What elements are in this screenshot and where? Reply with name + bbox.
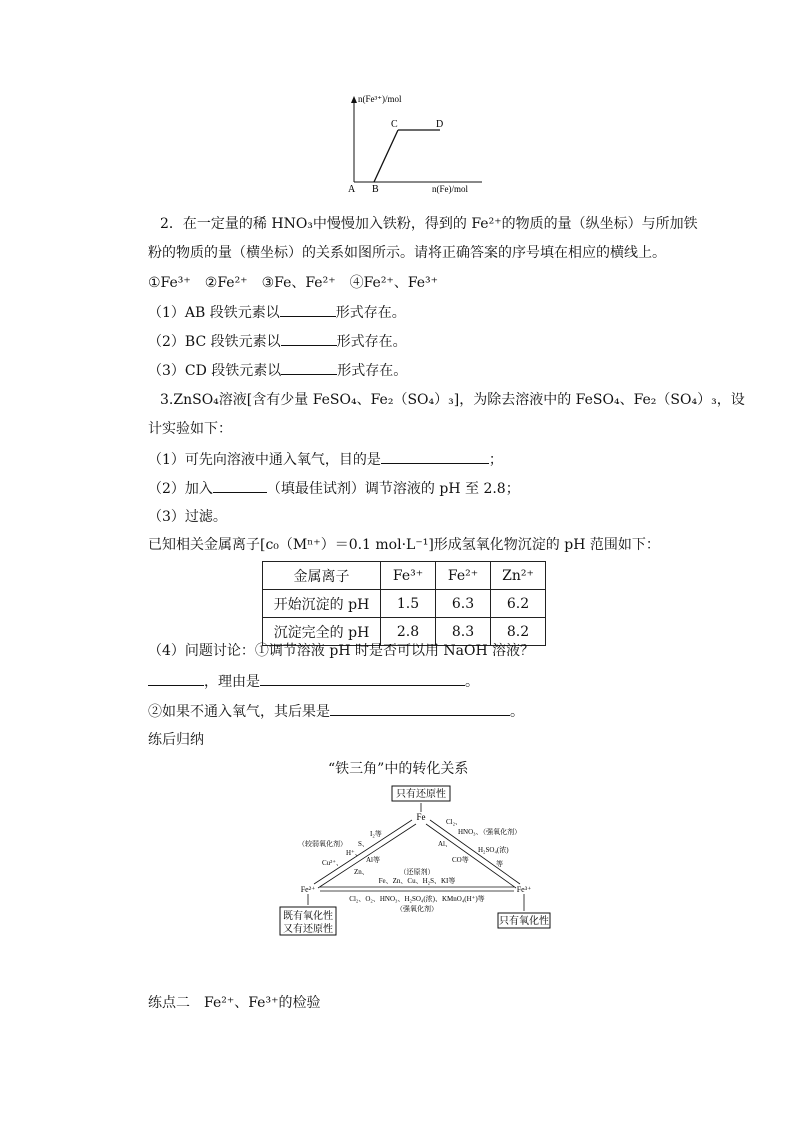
q3-s2-post: （填最佳试剂）调节溶液的 pH 至 2.8；	[266, 481, 520, 497]
table-header-cell: 金属离子	[263, 562, 381, 590]
q2-options: ①Fe³⁺ ②Fe²⁺ ③Fe、Fe²⁺ ④Fe²⁺、Fe³⁺	[148, 275, 439, 291]
q3-s1	[148, 449, 503, 470]
q2-sub1-post: 形式存在。	[335, 305, 406, 321]
q3-line1: 3.ZnSO₄溶液[含有少量 FeSO₄、Fe₂（SO₄）₃]，为除去溶液中的 FeSO₄、Fe₂（SO₄）₃，设	[160, 392, 745, 408]
left-label-b: I₂等	[370, 830, 382, 838]
q2-sub2	[148, 331, 407, 352]
table-cell: 6.3	[436, 590, 491, 618]
q2-sub3-pre: （3）CD 段铁元素以	[148, 363, 282, 379]
left-label-d: H⁺、	[346, 849, 362, 857]
box-reducing-only-label: 只有还原性	[396, 789, 446, 800]
right-label-e: CO等	[452, 856, 469, 864]
left-label-e: Cu²⁺、	[322, 859, 343, 867]
q3-s4b	[148, 671, 479, 692]
box-oxidizing-only-label: 只有氧化性	[499, 916, 549, 927]
graph-xlabel: n(Fe)/mol	[432, 184, 468, 194]
answer-blank-ab[interactable]	[280, 302, 336, 317]
q3-s1-pre: （1）可先向溶液中通入氧气，目的是	[148, 452, 381, 468]
q2-line2: 粉的物质的量（横坐标）的关系如图所示。请将正确答案的序号填在相应的横线上。	[148, 245, 666, 261]
left-label-g: Zn、	[354, 868, 369, 876]
q3-s4b-text: ，理由是	[204, 674, 260, 690]
mid-label-bot-1: Cl₂、O₂、HNO₃、H₂SO₄(浓)、KMnO₄(H⁺)等	[349, 895, 485, 903]
graph-point-c: C	[391, 119, 398, 130]
iron-triangle-diagram	[270, 782, 560, 937]
table-cell: 沉淀完全的 pH	[263, 618, 381, 646]
mid-label-bot-2: （强氧化剂）	[396, 905, 438, 913]
table-header-cell: Fe²⁺	[436, 562, 491, 590]
right-label-f: 等	[496, 860, 503, 868]
summary-heading: 练后归纳	[148, 732, 204, 748]
q3-line2: 计实验如下：	[148, 421, 232, 437]
answer-blank-bc[interactable]	[281, 331, 337, 346]
right-label-d: H₂SO₄(浓)	[478, 846, 509, 854]
table-header-cell: Zn²⁺	[491, 562, 546, 590]
table-cell: 8.2	[491, 618, 546, 646]
q3-s4c-post: 。	[510, 704, 524, 720]
q2-line1: 2．在一定量的稀 HNO₃中慢慢加入铁粉，得到的 Fe²⁺的物质的量（纵坐标）与所加铁	[160, 216, 698, 232]
species-fe: Fe	[416, 812, 426, 822]
table-cell: 2.8	[381, 618, 436, 646]
q2-sub1-pre: （1）AB 段铁元素以	[148, 305, 280, 321]
graph-segment-bc	[374, 130, 398, 182]
q2-sub3	[148, 360, 407, 381]
q3-s2	[148, 478, 520, 499]
table-row	[263, 562, 546, 590]
answer-blank-naoh[interactable]	[148, 671, 204, 686]
left-label-a: （较弱氧化剂）	[298, 840, 347, 848]
answer-blank-reason[interactable]	[260, 671, 465, 686]
table-cell: 1.5	[381, 590, 436, 618]
table-cell: 开始沉淀的 pH	[263, 590, 381, 618]
q2-sub2-pre: （2）BC 段铁元素以	[148, 334, 281, 350]
left-label-f: Al等	[366, 856, 380, 864]
section2-heading: 练点二 Fe²⁺、Fe³⁺的检验	[148, 995, 321, 1011]
answer-blank-reagent[interactable]	[213, 478, 267, 493]
table-cell: 6.2	[491, 590, 546, 618]
q2-sub3-post: 形式存在。	[337, 363, 408, 379]
answer-blank-consequence[interactable]	[330, 701, 510, 716]
q3-s1-post: ；	[488, 452, 503, 468]
graph-point-b: B	[372, 184, 379, 195]
box-both-label-1: 既有氧化性	[283, 911, 333, 922]
ion-ph-table	[262, 561, 546, 646]
q2-sub2-post: 形式存在。	[336, 334, 407, 350]
species-fe3: Fe³⁺	[516, 885, 532, 894]
q2-sub1	[148, 302, 406, 323]
answer-blank-purpose[interactable]	[381, 449, 489, 464]
species-fe2: Fe²⁺	[300, 885, 316, 894]
left-label-c: S、	[358, 840, 369, 848]
box-both-label-2: 又有还原性	[283, 924, 333, 935]
graph-point-d: D	[436, 119, 444, 130]
q3-s4b-end: 。	[465, 674, 479, 690]
q3-s3: （3）过滤。	[148, 509, 227, 525]
right-label-a: Cl₂、	[446, 818, 463, 826]
q3-known: 已知相关金属离子[c₀（Mⁿ⁺）＝0.1 mol·L⁻¹]形成氢氧化物沉淀的 pH 范围如下：	[148, 537, 660, 553]
table-header-cell: Fe³⁺	[381, 562, 436, 590]
q3-s4c-pre: ②如果不通入氧气，其后果是	[148, 704, 330, 720]
mid-label-top-1: （还原剂）	[399, 868, 435, 876]
graph-point-a: A	[348, 184, 356, 195]
graph-ylabel: n(Fe³⁺)/mol	[358, 94, 402, 104]
summary-title: “铁三角”中的转化关系	[328, 761, 469, 777]
table-cell: 8.3	[436, 618, 491, 646]
q3-s4: （4）问题讨论：①调节溶液 pH 时是否可以用 NaOH 溶液？	[148, 643, 535, 659]
q3-s2-pre: （2）加入	[148, 481, 213, 497]
q3-s4c	[148, 701, 524, 722]
table-row	[263, 590, 546, 618]
answer-blank-cd[interactable]	[281, 360, 337, 375]
mid-label-top-2: Fe、Zn、Cu、H₂S、KI等	[378, 877, 456, 885]
right-label-c: Al、	[438, 840, 452, 848]
fe3-graph	[340, 92, 490, 197]
right-label-b: HNO₃、（强氧化剂）	[458, 828, 522, 836]
